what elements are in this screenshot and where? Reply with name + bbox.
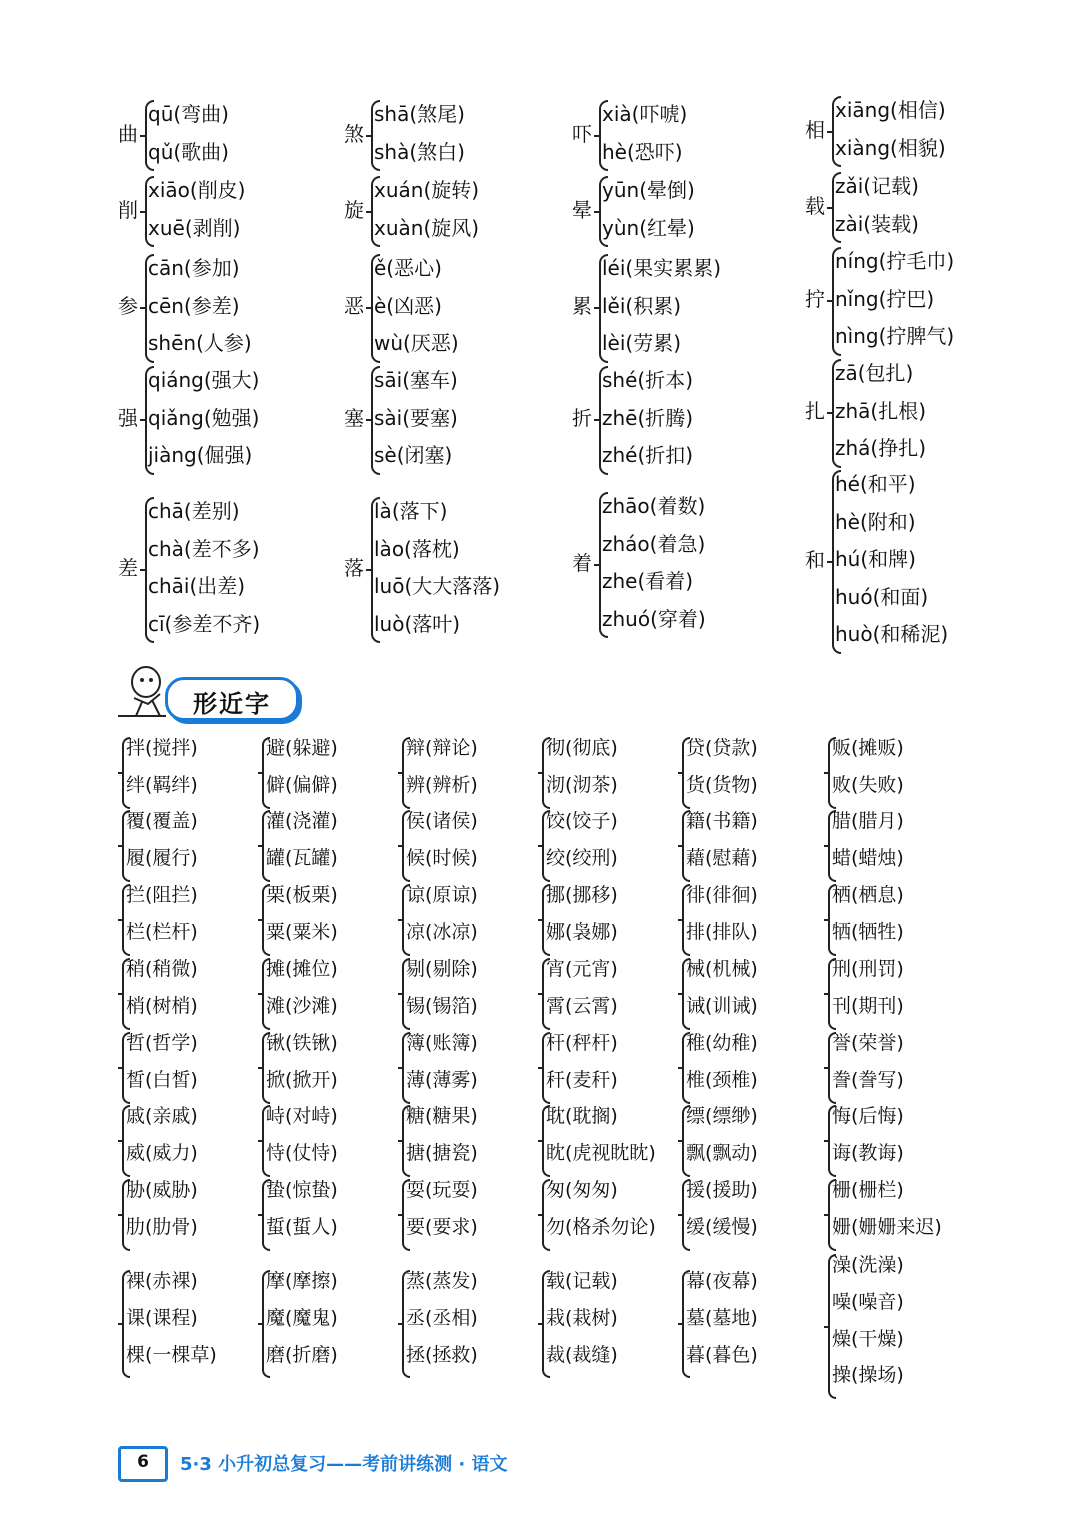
similar-char-item: 蛰(惊蛰)	[266, 1179, 338, 1201]
similar-char-item: 灌(浇灌)	[266, 810, 338, 832]
pronunciation-item: nìng(拧脾气)	[835, 324, 955, 348]
similar-char-item: 丞(丞相)	[406, 1306, 478, 1329]
polyphonic-char: 拧	[805, 287, 825, 312]
similar-char-item: 糖(糖果)	[406, 1105, 478, 1127]
pronunciation-item: zhe(看着)	[602, 569, 694, 593]
pronunciation-item: xuē(剥削)	[148, 215, 241, 240]
similar-char-item: 薄(薄雾)	[406, 1068, 478, 1091]
polyphonic-char: 恶	[344, 294, 364, 319]
similar-char-item: 籍(书籍)	[686, 810, 758, 832]
polyphonic-char: 和	[805, 547, 825, 572]
similar-char-item: 沏(沏茶)	[546, 773, 618, 796]
similar-char-item: 履(履行)	[126, 846, 198, 869]
pronunciation-item: qiáng(强大)	[148, 368, 260, 392]
similar-char-item: 掀(掀开)	[266, 1068, 338, 1091]
pronunciation-item: cān(参加)	[148, 256, 240, 280]
pronunciation-item: zā(包扎)	[835, 361, 914, 385]
similar-char-item: 栅(栅栏)	[832, 1179, 904, 1201]
similar-char-item: 绞(绞刑)	[546, 846, 618, 869]
pronunciation-item: hè(附和)	[835, 509, 916, 534]
similar-char-item: 避(躲避)	[266, 737, 338, 759]
pronunciation-item: lěi(积累)	[602, 293, 682, 318]
similar-char-item: 谅(原谅)	[406, 884, 478, 906]
polyphonic-char: 落	[344, 556, 364, 580]
pronunciation-item: shé(折本)	[602, 368, 694, 392]
similar-char-item: 秆(麦秆)	[546, 1068, 618, 1091]
polyphonic-char: 曲	[118, 121, 138, 146]
similar-char-item: 诫(训诫)	[686, 994, 758, 1017]
pronunciation-item: cī(参差不齐)	[148, 611, 261, 636]
similar-char-item: 锹(铁锹)	[266, 1032, 338, 1054]
pronunciation-item: là(落下)	[374, 499, 448, 523]
polyphonic-char: 载	[805, 193, 825, 218]
polyphonic-char: 强	[118, 406, 138, 431]
pronunciation-item: zài(装载)	[835, 211, 919, 236]
similar-char-item: 燥(干燥)	[832, 1327, 904, 1350]
similar-char-item: 徘(徘徊)	[686, 884, 758, 906]
similar-char-item: 恃(仗恃)	[266, 1141, 338, 1164]
similar-char-item: 牺(牺牲)	[832, 920, 904, 943]
similar-char-item: 蜡(蜡烛)	[832, 846, 904, 869]
similar-char-item: 杆(秤杆)	[546, 1032, 618, 1054]
similar-char-item: 排(排队)	[686, 920, 758, 943]
polyphonic-char: 着	[572, 551, 592, 575]
pronunciation-item: zháo(着急)	[602, 531, 706, 556]
similar-char-item: 课(课程)	[126, 1306, 198, 1329]
similar-char-item: 魔(魔鬼)	[266, 1306, 338, 1329]
similar-char-item: 凉(冰凉)	[406, 920, 478, 943]
pronunciation-item: sài(要塞)	[374, 405, 458, 430]
pronunciation-item: chāi(出差)	[148, 574, 246, 598]
pronunciation-item: níng(拧毛巾)	[835, 249, 955, 273]
similar-char-item: 罐(瓦罐)	[266, 846, 338, 869]
similar-char-item: 栏(栏杆)	[126, 920, 198, 943]
similar-char-item: 粟(粟米)	[266, 920, 338, 943]
similar-char-item: 候(时候)	[406, 846, 478, 869]
polyphonic-char: 吓	[572, 121, 592, 146]
pronunciation-item: sāi(塞车)	[374, 368, 458, 392]
similar-char-item: 暮(暮色)	[686, 1343, 758, 1366]
similar-char-item: 锡(锡箔)	[406, 994, 478, 1017]
polyphonic-char: 削	[118, 197, 138, 222]
similar-char-item: 肋(肋骨)	[126, 1215, 198, 1238]
pronunciation-item: xiàng(相貌)	[835, 135, 946, 160]
pronunciation-item: chà(差不多)	[148, 536, 260, 561]
similar-char-item: 侯(诸侯)	[406, 810, 478, 832]
similar-char-item: 拦(阻拦)	[126, 884, 198, 906]
pronunciation-item: cēn(参差)	[148, 293, 240, 318]
pronunciation-item: xuàn(旋风)	[374, 215, 480, 240]
pronunciation-item: huó(和面)	[835, 584, 929, 609]
similar-char-item: 挪(挪移)	[546, 884, 618, 906]
similar-char-item: 刑(刑罚)	[832, 958, 904, 980]
polyphonic-char: 参	[118, 294, 138, 319]
pronunciation-item: qū(弯曲)	[148, 102, 229, 126]
similar-char-item: 栗(板栗)	[266, 884, 338, 906]
similar-char-item: 幕(夜幕)	[686, 1270, 758, 1292]
pronunciation-item: nǐng(拧巴)	[835, 286, 935, 311]
similar-char-item: 澡(洗澡)	[832, 1254, 904, 1276]
similar-char-item: 刊(期刊)	[832, 994, 904, 1017]
similar-char-item: 裸(赤裸)	[126, 1270, 198, 1292]
section-title-box	[165, 677, 299, 721]
similar-char-item: 耽(耽搁)	[546, 1105, 618, 1127]
similar-char-item: 棵(一棵草)	[126, 1343, 217, 1366]
pronunciation-item: yùn(红晕)	[602, 215, 695, 240]
similar-char-item: 载(记载)	[546, 1270, 618, 1292]
similar-char-item: 僻(偏僻)	[266, 773, 338, 796]
pronunciation-item: lào(落枕)	[374, 536, 460, 561]
pronunciation-item: jiàng(倔强)	[148, 443, 253, 467]
polyphonic-char: 晕	[572, 197, 592, 222]
pronunciation-item: lèi(劳累)	[602, 331, 682, 355]
similar-char-item: 稚(幼稚)	[686, 1032, 758, 1054]
similar-char-item: 要(要求)	[406, 1215, 478, 1238]
pronunciation-item: xià(吓唬)	[602, 102, 688, 126]
similar-char-item: 梢(树梢)	[126, 994, 198, 1017]
pronunciation-item: hè(恐吓)	[602, 139, 683, 164]
pronunciation-item: luō(大大落落)	[374, 574, 501, 598]
similar-char-item: 拌(搅拌)	[126, 737, 198, 759]
similar-char-item: 姗(姗姗来迟)	[832, 1215, 942, 1238]
similar-char-item: 威(威力)	[126, 1141, 198, 1164]
similar-char-item: 操(操场)	[832, 1364, 904, 1387]
similar-char-item: 滩(沙滩)	[266, 994, 338, 1017]
similar-char-item: 娜(袅娜)	[546, 920, 618, 943]
similar-char-item: 贷(贷款)	[686, 737, 758, 759]
section-title: 形近字	[193, 690, 271, 718]
similar-char-item: 栽(栽树)	[546, 1306, 618, 1329]
similar-char-item: 缓(缓慢)	[686, 1215, 758, 1238]
similar-char-item: 藉(慰藉)	[686, 846, 758, 869]
similar-char-item: 缥(缥缈)	[686, 1105, 758, 1127]
similar-char-item: 誊(誊写)	[832, 1068, 904, 1091]
similar-char-item: 拯(拯救)	[406, 1343, 478, 1366]
similar-char-item: 援(援助)	[686, 1179, 758, 1201]
similar-char-item: 裁(裁缝)	[546, 1343, 618, 1366]
pronunciation-item: sè(闭塞)	[374, 443, 453, 467]
similar-char-item: 剔(剔除)	[406, 958, 478, 980]
similar-char-item: 飘(飘动)	[686, 1141, 758, 1164]
pronunciation-item: shà(煞白)	[374, 139, 465, 164]
polyphonic-char: 折	[572, 406, 592, 431]
page-number-box	[118, 1446, 168, 1482]
similar-char-item: 搪(搪瓷)	[406, 1141, 478, 1164]
similar-char-item: 宵(元宵)	[546, 958, 618, 980]
similar-char-item: 霄(云霄)	[546, 994, 618, 1017]
pronunciation-item: zhā(扎根)	[835, 398, 927, 423]
pronunciation-item: zhuó(穿着)	[602, 606, 706, 631]
similar-char-item: 匆(匆匆)	[546, 1179, 618, 1201]
similar-char-item: 稍(稍微)	[126, 958, 198, 980]
pronunciation-item: shēn(人参)	[148, 331, 252, 355]
page-number: 6	[137, 1452, 149, 1472]
pronunciation-item: luò(落叶)	[374, 611, 461, 636]
pronunciation-item: zhāo(着数)	[602, 494, 706, 518]
polyphonic-char: 相	[805, 117, 825, 142]
polyphonic-char: 塞	[344, 406, 364, 431]
section-mascot	[116, 664, 168, 718]
similar-char-item: 戚(亲戚)	[126, 1105, 198, 1127]
similar-char-item: 勿(格杀勿论)	[546, 1215, 656, 1238]
similar-char-item: 辨(辨析)	[406, 773, 478, 796]
similar-char-item: 蒸(蒸发)	[406, 1270, 478, 1292]
pronunciation-item: zhē(折腾)	[602, 405, 694, 430]
similar-char-item: 悔(后悔)	[832, 1105, 904, 1127]
polyphonic-char: 差	[118, 556, 138, 580]
pronunciation-item: huò(和稀泥)	[835, 622, 949, 646]
similar-char-item: 皙(白皙)	[126, 1068, 198, 1091]
pronunciation-item: zhá(挣扎)	[835, 436, 927, 460]
pronunciation-item: è(凶恶)	[374, 293, 442, 318]
pronunciation-item: xiāng(相信)	[835, 98, 946, 122]
similar-char-item: 胁(威胁)	[126, 1179, 198, 1201]
similar-char-item: 蜇(蜇人)	[266, 1215, 338, 1238]
similar-char-item: 墓(墓地)	[686, 1306, 758, 1329]
polyphonic-char: 旋	[344, 197, 364, 222]
pronunciation-item: chā(差别)	[148, 499, 240, 523]
similar-char-item: 噪(噪音)	[832, 1290, 904, 1313]
similar-char-item: 货(货物)	[686, 773, 758, 796]
similar-char-item: 摩(摩擦)	[266, 1270, 338, 1292]
similar-char-item: 耍(玩耍)	[406, 1179, 478, 1201]
pronunciation-item: shā(煞尾)	[374, 102, 465, 126]
pronunciation-item: ě(恶心)	[374, 256, 442, 280]
pronunciation-item: qǔ(歌曲)	[148, 139, 229, 164]
similar-char-item: 辩(辩论)	[406, 737, 478, 759]
pronunciation-item: hú(和牌)	[835, 547, 916, 571]
footer-title: 5·3 小升初总复习——考前讲练测 · 语文	[180, 1454, 508, 1475]
similar-char-item: 诲(教诲)	[832, 1141, 904, 1164]
similar-char-item: 彻(彻底)	[546, 737, 618, 759]
polyphonic-char: 扎	[805, 399, 825, 424]
similar-char-item: 摊(摊位)	[266, 958, 338, 980]
polyphonic-char: 煞	[344, 121, 364, 146]
similar-char-item: 械(机械)	[686, 958, 758, 980]
pronunciation-item: zhé(折扣)	[602, 443, 694, 467]
similar-char-item: 誉(荣誉)	[832, 1032, 904, 1054]
similar-char-item: 眈(虎视眈眈)	[546, 1141, 656, 1164]
similar-char-item: 栖(栖息)	[832, 884, 904, 906]
pronunciation-item: yūn(晕倒)	[602, 178, 695, 202]
similar-char-item: 哲(哲学)	[126, 1032, 198, 1054]
similar-char-item: 簿(账簿)	[406, 1032, 478, 1054]
similar-char-item: 峙(对峙)	[266, 1105, 338, 1127]
similar-char-item: 椎(颈椎)	[686, 1068, 758, 1091]
similar-char-item: 覆(覆盖)	[126, 810, 198, 832]
similar-char-item: 败(失败)	[832, 773, 904, 796]
pronunciation-item: wù(厌恶)	[374, 331, 459, 355]
pronunciation-item: zǎi(记载)	[835, 174, 919, 198]
pronunciation-item: xuán(旋转)	[374, 178, 480, 202]
pronunciation-item: xiāo(削皮)	[148, 178, 246, 202]
similar-char-item: 饺(饺子)	[546, 810, 618, 832]
similar-char-item: 绊(羁绊)	[126, 773, 198, 796]
polyphonic-char: 累	[572, 294, 592, 319]
pronunciation-item: hé(和平)	[835, 472, 916, 496]
similar-char-item: 腊(腊月)	[832, 810, 904, 832]
similar-char-item: 磨(折磨)	[266, 1343, 338, 1366]
pronunciation-item: léi(果实累累)	[602, 256, 722, 280]
pronunciation-item: qiǎng(勉强)	[148, 405, 260, 430]
similar-char-item: 贩(摊贩)	[832, 737, 904, 759]
